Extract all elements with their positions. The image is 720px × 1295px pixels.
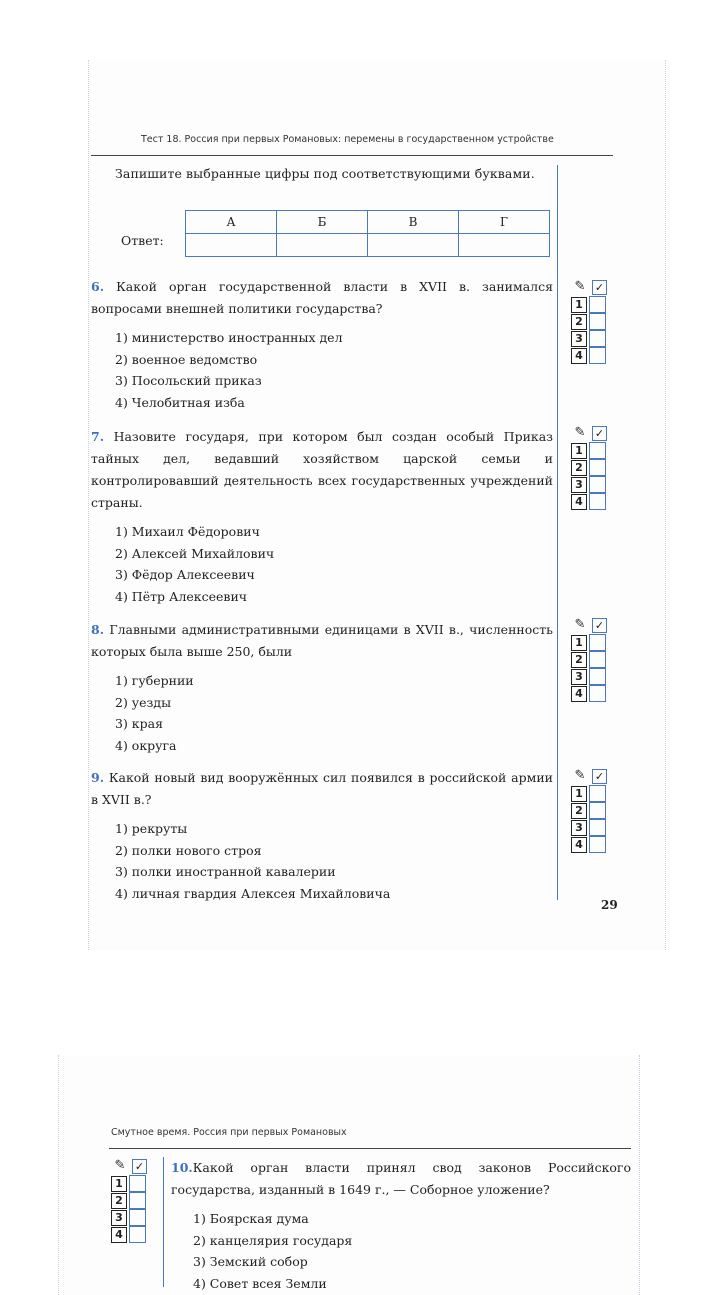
digit-label: 2 [571,652,587,668]
page-30 [58,1055,640,1295]
answer-letter-a: А [186,211,277,234]
answer-cell[interactable] [589,668,606,685]
question-10 [171,1157,631,1294]
option-3[interactable]: 3) края [115,716,163,731]
page-number: 29 [601,898,618,912]
answer-table [185,210,550,257]
answer-box-10 [111,1157,155,1243]
answer-cell-v[interactable] [368,234,459,257]
answer-cell[interactable] [589,330,606,347]
question-number: 9. [91,770,105,785]
digit-label: 1 [571,443,587,459]
page-29 [88,60,666,950]
option-3[interactable]: 3) полки иностранной кавалерии [115,864,336,879]
digit-label: 4 [571,686,587,702]
answer-cell[interactable] [589,442,606,459]
option-3[interactable]: 3) Посольский приказ [115,373,262,388]
question-text: Назовите государя, при котором был создан особый Приказ тайных дел, ведавший хозяйством царской семьи и контролировавший деятельность всех государственных учреждений страны. [91,429,553,510]
answer-cell[interactable] [129,1175,146,1192]
option-1[interactable]: 1) министерство иностранных дел [115,330,343,345]
header-rule [91,155,613,156]
answer-cell-g[interactable] [459,234,550,257]
pen-icon: ✎ [574,279,586,294]
check-icon: ✓ [592,280,607,295]
question-7 [91,426,553,607]
check-icon: ✓ [592,426,607,441]
digit-label: 1 [571,297,587,313]
answer-cell[interactable] [589,476,606,493]
answer-cell[interactable] [589,634,606,651]
answer-letter-g: Г [459,211,550,234]
digit-label: 4 [571,837,587,853]
digit-label: 3 [571,820,587,836]
digit-label: 2 [571,460,587,476]
digit-label: 1 [111,1176,127,1192]
question-number: 6. [91,279,105,294]
answer-box-8 [571,616,615,702]
question-text: Какой орган государственной власти в XVII в. занимался вопросами внешней политики государства? [91,279,553,316]
question-text: Главными административными единицами в XVII в., численность которых была выше 250, были [91,622,553,659]
option-1[interactable]: 1) губернии [115,673,194,688]
option-3[interactable]: 3) Фёдор Алексеевич [115,567,255,582]
answer-cell-a[interactable] [186,234,277,257]
option-2[interactable]: 2) полки нового строя [115,842,262,858]
digit-label: 4 [571,348,587,364]
option-2[interactable]: 2) Алексей Михайлович [115,545,275,561]
option-2[interactable]: 2) военное ведомство [115,351,258,367]
check-icon: ✓ [592,769,607,784]
option-4[interactable]: 4) Совет всея Земли [193,1275,327,1291]
pen-icon: ✎ [114,1158,126,1173]
option-4[interactable]: 4) Пётр Алексеевич [115,588,248,604]
digit-label: 2 [571,803,587,819]
option-4[interactable]: 4) округа [115,737,177,753]
question-number: 8. [91,622,105,637]
check-icon: ✓ [132,1159,147,1174]
running-header: Тест 18. Россия при первых Романовых: перемены в государственном устройстве [141,134,554,145]
question-text: Какой орган власти принял свод законов Российского государства, изданный в 1649 г., — Соборное уложение? [171,1160,631,1197]
instruction-text: Запишите выбранные цифры под соответствующими буквами. [115,166,535,181]
digit-label: 4 [111,1227,127,1243]
digit-label: 1 [571,786,587,802]
answer-cell[interactable] [589,459,606,476]
answer-cell[interactable] [129,1226,146,1243]
running-header: Смутное время. Россия при первых Романовых [111,1127,347,1138]
option-2[interactable]: 2) уезды [115,694,172,710]
answer-cell[interactable] [589,785,606,802]
option-2[interactable]: 2) канцелярия государя [193,1232,353,1248]
digit-label: 3 [571,331,587,347]
answer-letter-v: В [368,211,459,234]
digit-label: 3 [111,1210,127,1226]
answer-cell[interactable] [589,313,606,330]
pen-icon: ✎ [574,425,586,440]
answer-box-6 [571,278,615,364]
option-1[interactable]: 1) рекруты [115,821,188,836]
question-8 [91,619,553,756]
pen-icon: ✎ [574,768,586,783]
option-1[interactable]: 1) Михаил Фёдорович [115,524,260,539]
answer-box-9 [571,767,615,853]
option-4[interactable]: 4) личная гвардия Алексея Михайловича [115,885,391,901]
pen-icon: ✎ [574,617,586,632]
digit-label: 3 [571,477,587,493]
check-icon: ✓ [592,618,607,633]
answer-letter-b: Б [277,211,368,234]
answer-cell[interactable] [589,296,606,313]
question-number: 7. [91,429,105,444]
digit-label: 2 [571,314,587,330]
digit-label: 2 [111,1193,127,1209]
option-3[interactable]: 3) Земский собор [193,1254,308,1269]
header-rule [109,1148,631,1149]
margin-rule [557,165,558,900]
digit-label: 3 [571,669,587,685]
answer-cell[interactable] [589,836,606,853]
digit-label: 1 [571,635,587,651]
answer-cell[interactable] [129,1192,146,1209]
answer-cell-b[interactable] [277,234,368,257]
answer-cell[interactable] [589,347,606,364]
answer-cell[interactable] [589,493,606,510]
answer-cell[interactable] [589,802,606,819]
answer-cell[interactable] [589,651,606,668]
answer-box-7 [571,424,615,510]
question-text: Какой новый вид вооружённых сил появился в российской армии в XVII в.? [91,770,553,807]
margin-rule [163,1157,164,1287]
digit-label: 4 [571,494,587,510]
answer-cell[interactable] [589,685,606,702]
option-4[interactable]: 4) Челобитная изба [115,394,245,410]
question-number: 10. [171,1160,193,1175]
answer-cell[interactable] [129,1209,146,1226]
option-1[interactable]: 1) Боярская дума [193,1211,309,1226]
question-6 [91,276,553,413]
question-9 [91,767,553,904]
answer-cell[interactable] [589,819,606,836]
answer-label: Ответ: [121,233,164,248]
